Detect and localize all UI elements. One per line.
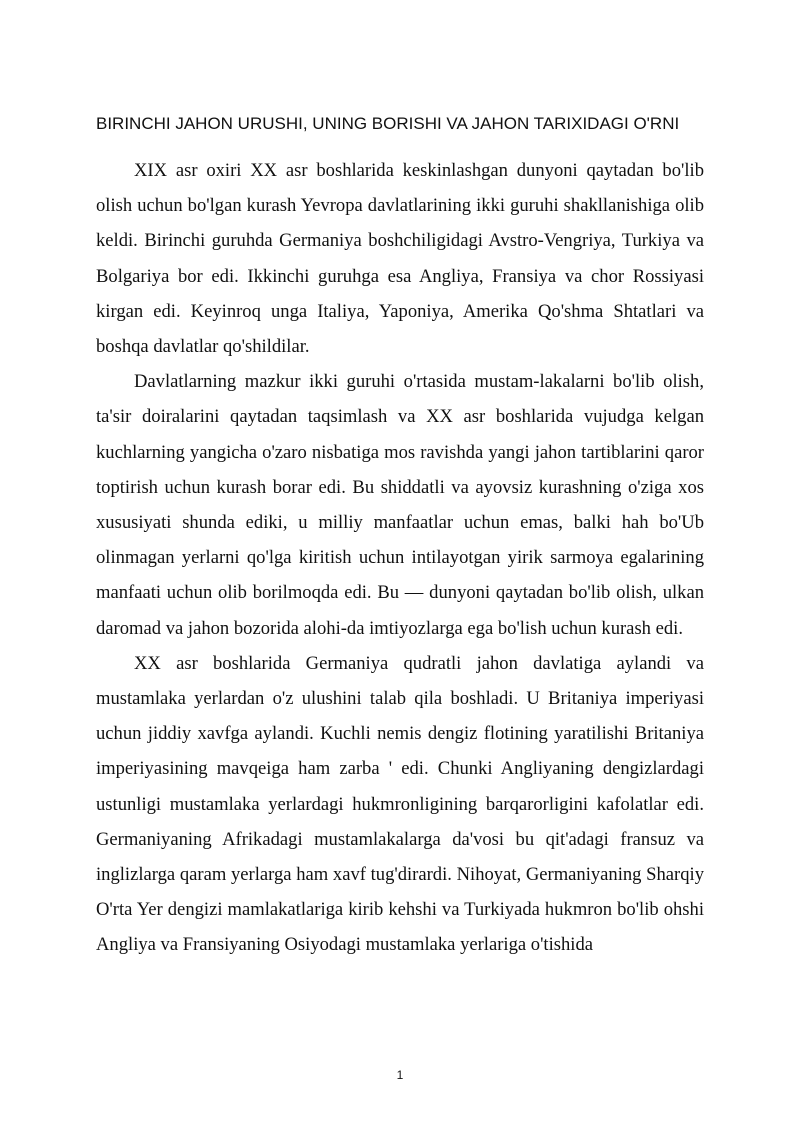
paragraph-2: Davlatlarning mazkur ikki guruhi o'rtasida mustam-lakalarni bo'lib olish, ta'sir doiralarini qaytadan taqsimlash va XX asr boshlarida vujudga kelgan kuchlarning yangicha o'zaro nisbatiga mos ravishda yangi jahon tartiblarini qaror toptirish uchun kurash borar edi. Bu shiddatli va ayovsiz kurashning o'ziga xos xususiyati shunda ediki, u milliy manfaatlar uchun emas, balki hah bo'Ub olinmagan yerlarni qo'lga kiritish uchun intilayotgan yirik sarmoya egalarining manfaati uchun olib borilmoqda edi. Bu — dunyoni qaytadan bo'lib olish, ulkan daromad va jahon bozorida alohi-da imtiyozlarga ega bo'lish uchun kurash edi. (96, 371, 704, 639)
paragraph-1: XIX asr oxiri XX asr boshlarida keskinlashgan dunyoni qaytadan bo'lib olish uchun bo'lgan kurash Yevropa davlatlarining ikki guruhi shakllanishiga olib keldi. Birinchi guruhda Germaniya boshchiligidagi Avstro-Vengriya, Turkiya va Bolgariya bor edi. Ikkinchi guruhga esa Angliya, Fransiya va chor Rossiyasi kirgan edi. Keyinroq unga Italiya, Yaponiya, Amerika Qo'shma Shtatlari va boshqa davlatlar qo'shildilar. (96, 160, 704, 358)
paragraph-3: XX asr boshlarida Germaniya qudratli jahon davlatiga aylandi va mustamlaka yerlardan o'z ulushini talab qila boshladi. U Britaniya imperiyasi uchun jiddiy xavfga aylandi. Kuchli nemis dengiz flotining yaratilishi Britaniya imperiyasining mavqeiga ham zarba ' edi. Chunki Angliyaning dengizlardagi ustunligi mustamlaka yerlardagi hukmronligining barqarorligini kafolatlar edi. Germaniyaning Afrikadagi mustamlakalarga da'vosi bu qit'adagi fransuz va inglizlarga qaram yerlarga ham xavf tug'dirardi. Nihoyat, Germaniyaning Sharqiy O'rta Yer dengizi mamlakatlariga kirib kehshi va Turkiyada hukmron bo'lib ohshi Angliya va Fransiyaning Osiyodagi mustamlaka yerlariga o'tishida (96, 652, 704, 956)
document-page (96, 112, 704, 963)
document-title: BIRINCHI JAHON URUSHI, UNING BORISHI VA JAHON TARIXIDAGI O'RNI (96, 114, 680, 133)
page-number: 1 (396, 1068, 404, 1082)
